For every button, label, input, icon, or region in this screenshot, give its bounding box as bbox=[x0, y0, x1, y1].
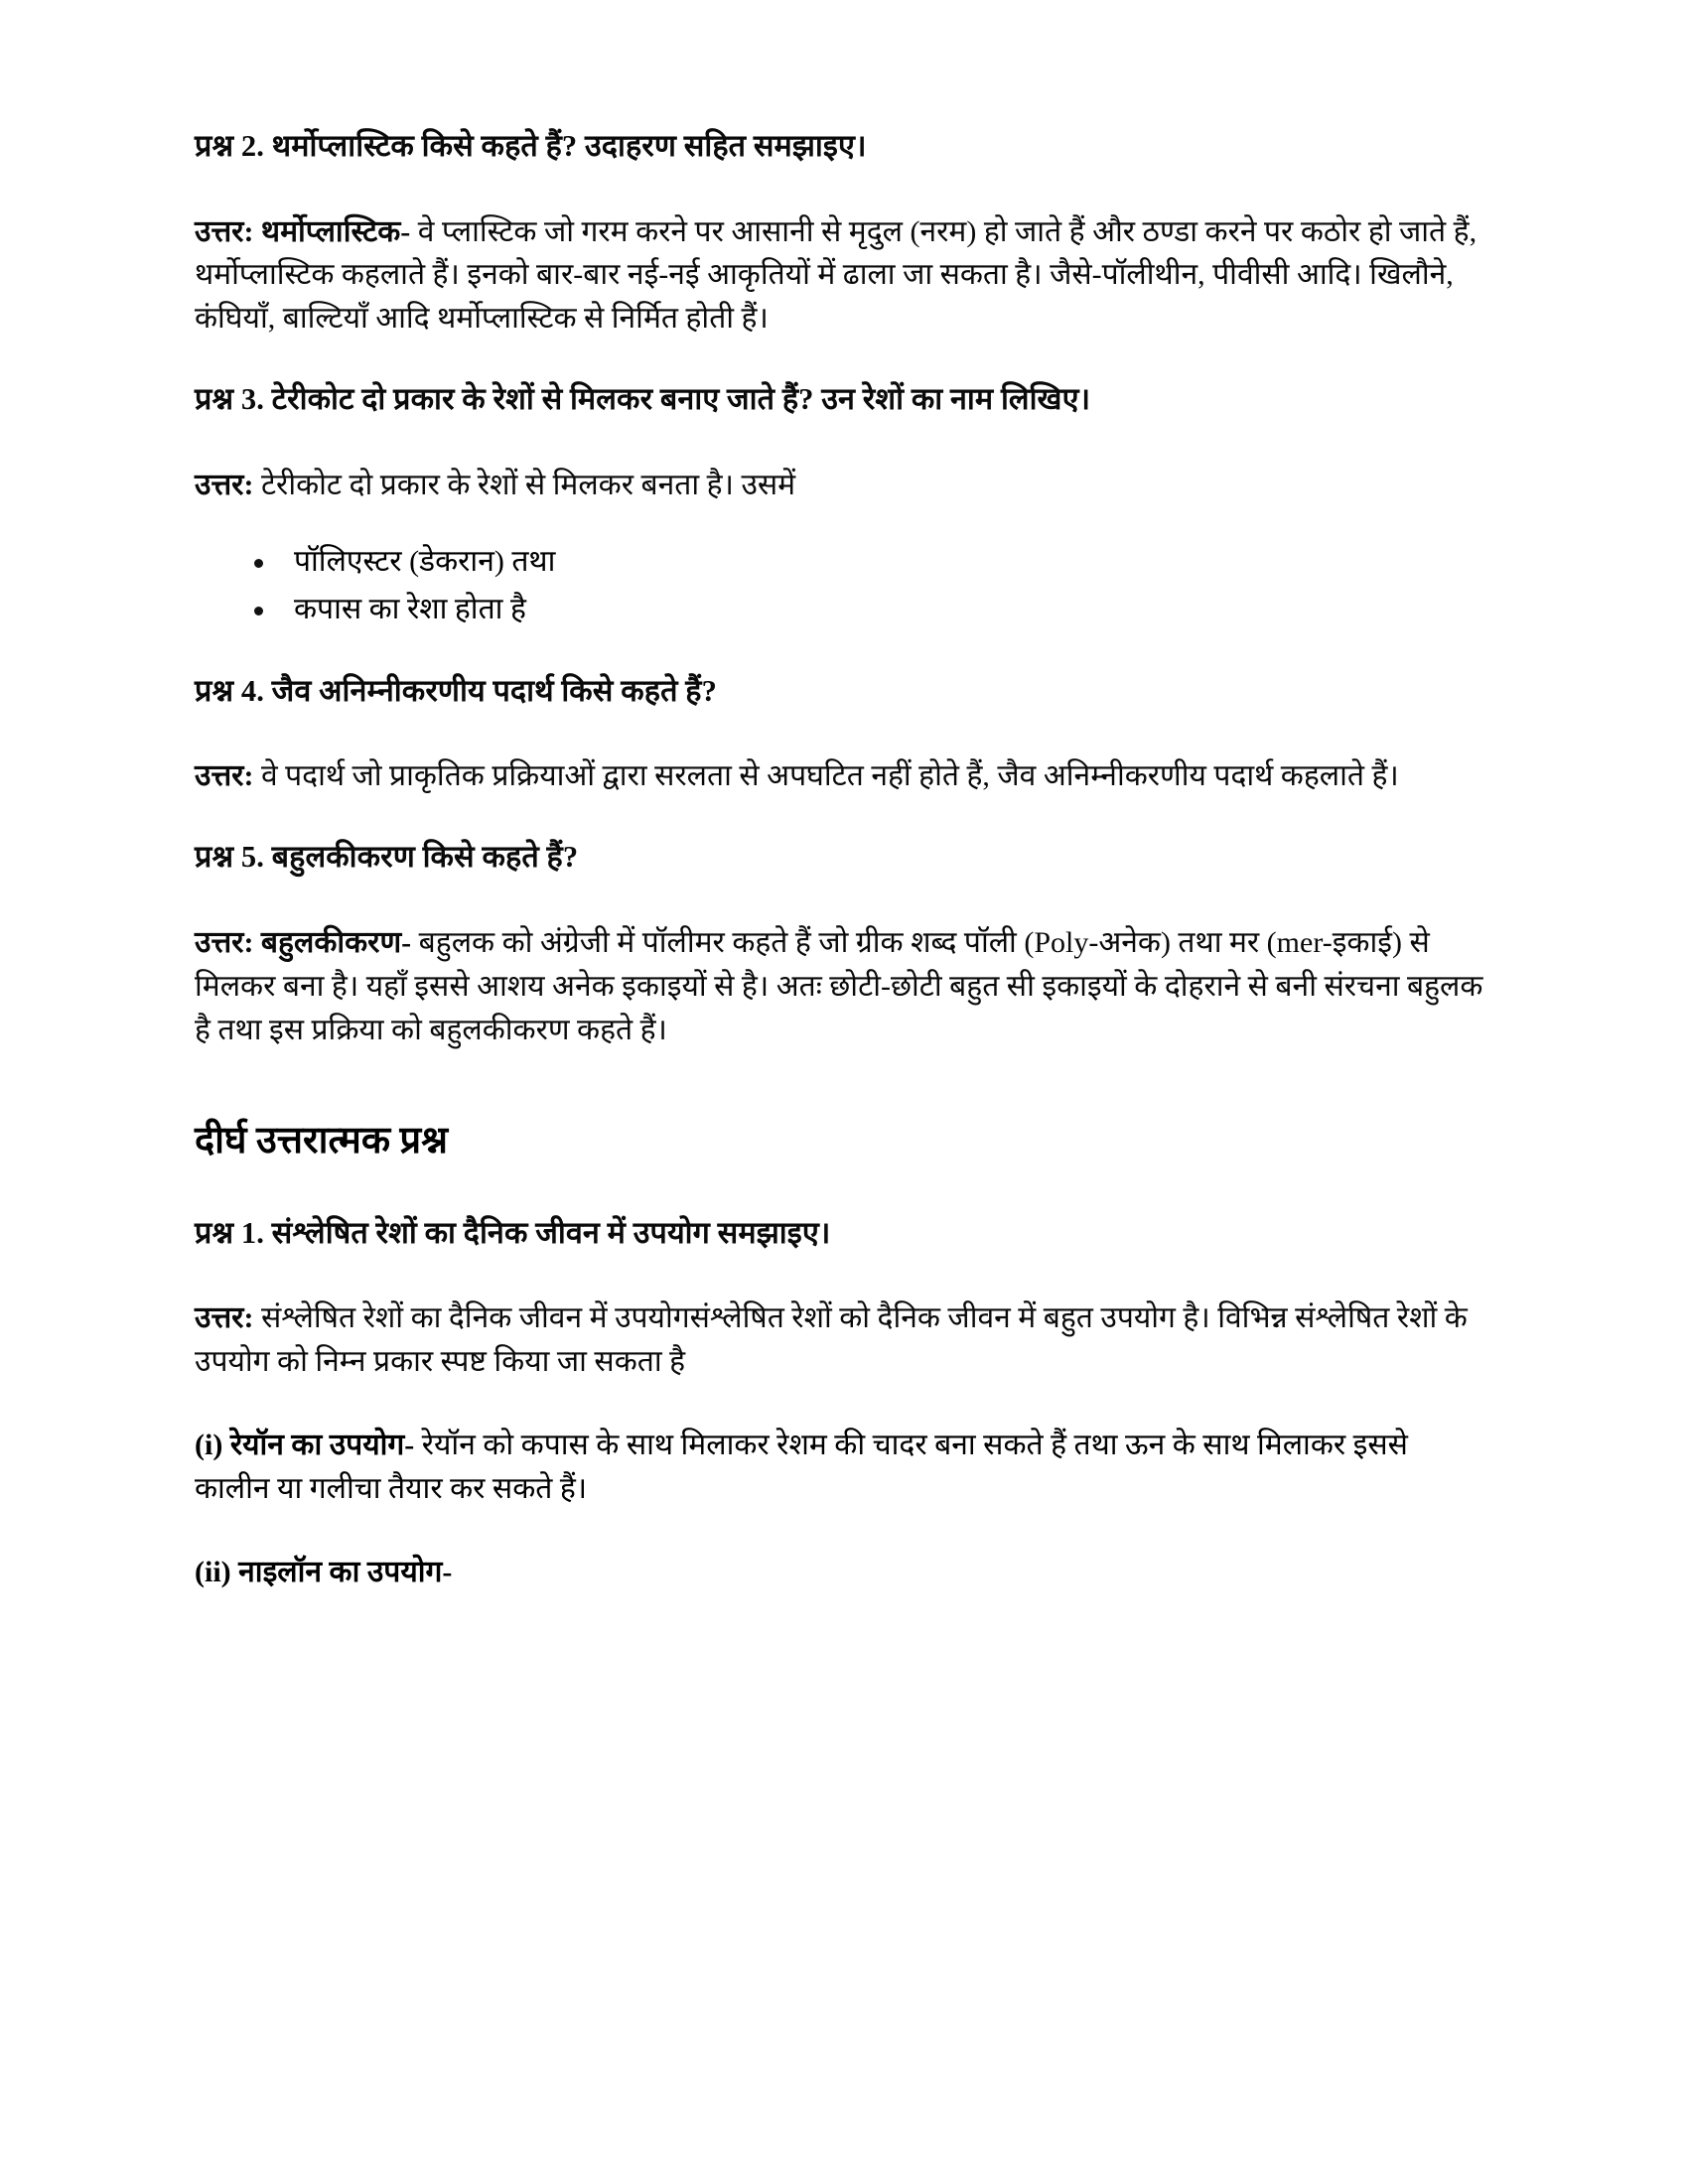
answer-label-long-q1: उत्तर: bbox=[195, 1301, 254, 1335]
answer-text-q2: वे प्लास्टिक जो गरम करने पर आसानी से मृदुल (नरम) हो जाते हैं और ठण्डा करने पर कठोर हो जाते हैं, थर्मोप्लास्टिक कहलाते हैं। इनको बार-बार नई-नई आकृतियों में ढाला जा सकता है। जैसे-पॉलीथीन, पीवीसी आदि। खिलौने, कंघियाँ, बाल्टियाँ आदि थर्मोप्लास्टिक से निर्मित होती हैं। bbox=[195, 214, 1477, 336]
sub-point-i-text: रेयॉन को कपास के साथ मिलाकर रेशम की चादर बना सकते हैं तथा ऊन के साथ मिलाकर इससे कालीन या गलीचा तैयार कर सकते हैं। bbox=[195, 1428, 1408, 1505]
question-5-answer bbox=[195, 921, 1489, 1051]
sub-point-i-rayon bbox=[195, 1424, 1489, 1511]
sub-point-i-label: (i) रेयॉन का उपयोग- bbox=[195, 1428, 415, 1461]
answer-label-q3: उत्तर: bbox=[195, 468, 254, 501]
answer-text-q4: वे पदार्थ जो प्राकृतिक प्रक्रियाओं द्वारा सरलता से अपघटित नहीं होते हैं, जैव अनिम्नीकरणीय पदार्थ कहलाते हैं। bbox=[253, 759, 1399, 793]
answer-text-long-q1: संश्लेषित रेशों का दैनिक जीवन में उपयोगसंश्लेषित रेशों को दैनिक जीवन में बहुत उपयोग है। विभिन्न संश्लेषित रेशों के उपयोग को निम्न प्रकार स्पष्ट किया जा सकता है bbox=[195, 1301, 1468, 1379]
list-item: पॉलिएस्टर (डेकरान) तथा bbox=[250, 540, 1489, 583]
answer-label-q2: उत्तर: थर्मोप्लास्टिक- bbox=[195, 214, 411, 248]
question-2-heading: प्रश्न 2. थर्मोप्लास्टिक किसे कहते हैं? उदाहरण सहित समझाइए। bbox=[195, 129, 867, 163]
question-5-heading: प्रश्न 5. बहुलकीकरण किसे कहते हैं? bbox=[195, 840, 579, 875]
answer-label-q4: उत्तर: bbox=[195, 759, 254, 793]
answer-text-q5: बहुलक को अंग्रेजी में पॉलीमर कहते हैं जो ग्रीक शब्द पॉली (Poly-अनेक) तथा मर (mer-इकाई) से मिलकर बना है। यहाँ इससे आशय अनेक इकाइयों से है। अतः छोटी-छोटी बहुत सी इकाइयों के दोहराने से बनी संरचना बहुलक है तथा इस प्रक्रिया को बहुलकीकरण कहते हैं। bbox=[195, 925, 1483, 1046]
sub-point-ii-nylon bbox=[195, 1551, 1489, 1594]
question-3-answer bbox=[195, 464, 1489, 507]
question-3-heading: प्रश्न 3. टेरीकोट दो प्रकार के रेशों से मिलकर बनाए जाते हैं? उन रेशों का नाम लिखिए। bbox=[195, 382, 1091, 417]
answer-text-q3: टेरीकोट दो प्रकार के रेशों से मिलकर बनता है। उसमें bbox=[253, 468, 796, 501]
long-question-1-answer bbox=[195, 1297, 1489, 1384]
question-4-heading: प्रश्न 4. जैव अनिम्नीकरणीय पदार्थ किसे कहते हैं? bbox=[195, 673, 717, 708]
question-4-answer bbox=[195, 754, 1489, 798]
long-answer-section-title: दीर्घ उत्तरात्मक प्रश्न bbox=[195, 1120, 449, 1162]
document-body bbox=[195, 127, 1489, 1593]
sub-point-ii-label: (ii) नाइलॉन का उपयोग- bbox=[195, 1555, 453, 1588]
question-2-answer bbox=[195, 210, 1489, 341]
list-item: कपास का रेशा होता है bbox=[250, 588, 1489, 630]
long-question-1-heading: प्रश्न 1. संश्लेषित रेशों का दैनिक जीवन में उपयोग समझाइए। bbox=[195, 1215, 831, 1250]
answer-label-q5: उत्तर: बहुलकीकरण- bbox=[195, 925, 412, 959]
question-3-fiber-list bbox=[195, 540, 1489, 629]
